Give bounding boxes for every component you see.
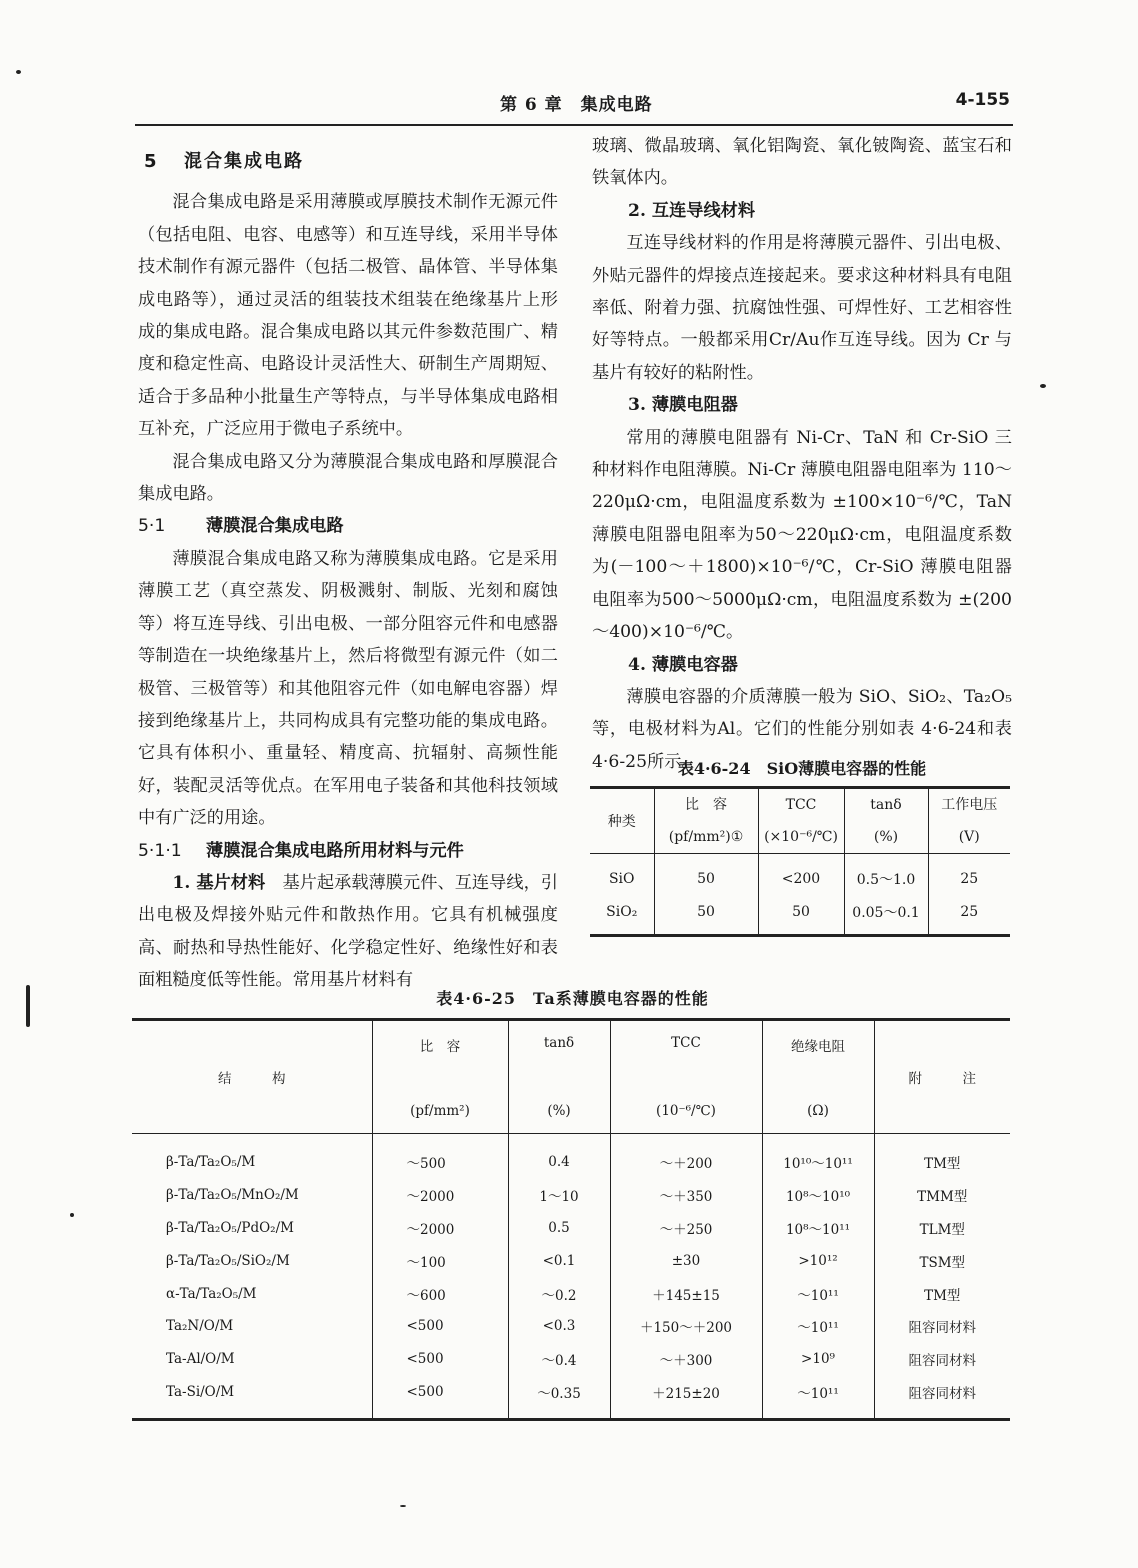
table-row <box>132 1310 1010 1343</box>
header-tan <box>844 788 928 854</box>
header-tan <box>508 1020 610 1134</box>
cell-tan: 1～10 <box>508 1179 610 1212</box>
cell-tan: 0.4 <box>508 1134 610 1179</box>
cell-capacitance: ～500 <box>372 1134 508 1179</box>
header-line: (10⁻⁶/℃) <box>656 1103 716 1119</box>
table-row <box>132 1277 1010 1310</box>
cell-insulation: 10⁸～10¹¹ <box>762 1212 874 1245</box>
paragraph: 常用的薄膜电阻器有 Ni-Cr、TaN 和 Cr-SiO 三种材料作电阻薄膜。Ni-Cr 薄膜电阻器电阻率为 110～220μΩ·cm，电阻温度系数为 ±100×10⁻⁶/℃，TaN 薄膜电阻器电阻率为50～220μΩ·cm，电阻温度系数为(－100～＋1800)×10⁻⁶/℃，Cr-SiO 薄膜电阻器电阻率为500～5000μΩ·cm，电阻温度系数为 ±(200～400)×10⁻⁶/℃。 <box>592 427 1012 643</box>
left-column <box>138 146 558 997</box>
header-insulation <box>762 1020 874 1134</box>
table-row <box>590 895 1010 936</box>
cell-note: 阻容同材料 <box>874 1376 1010 1420</box>
cell-tcc: <200 <box>758 854 844 896</box>
cell-insulation: 10⁸～10¹⁰ <box>762 1179 874 1212</box>
cell-tan: ～0.2 <box>508 1277 610 1310</box>
cell-note: TSM型 <box>919 1254 966 1271</box>
table-row <box>590 854 1010 896</box>
right-column <box>592 130 1012 778</box>
header-line: (%) <box>547 1103 571 1119</box>
header-line: 比 容 <box>685 797 727 813</box>
header-structure: 结 构 <box>132 1020 372 1134</box>
cell-capacitance: ～100 <box>372 1244 508 1277</box>
header-line: (pf/mm²)① <box>668 829 744 845</box>
cell-tan: 0.05～0.1 <box>844 895 928 936</box>
cell-capacitance: <500 <box>372 1343 508 1376</box>
header-rule <box>135 124 1013 126</box>
header-line: (Ω) <box>807 1103 829 1119</box>
cell-insulation: >10⁹ <box>762 1343 874 1376</box>
paragraph: 混合集成电路又分为薄膜混合集成电路和厚膜混合集成电路。 <box>138 451 558 505</box>
cell-tan: 0.5 <box>508 1212 610 1245</box>
cell-insulation: ～10¹¹ <box>762 1277 874 1310</box>
cell-tan: ～0.4 <box>508 1343 610 1376</box>
scan-speck <box>1040 384 1046 388</box>
cell-capacitance: 50 <box>654 895 758 936</box>
header-line: 比 容 <box>419 1039 461 1055</box>
cell-kind: SiO₂ <box>590 895 654 936</box>
cell-tcc: ～＋300 <box>610 1343 762 1376</box>
table-row <box>132 1376 1010 1420</box>
scan-speck <box>26 985 30 1027</box>
header-line: (V) <box>958 829 980 845</box>
header-line: (%) <box>873 829 899 845</box>
cell-tcc: ～＋250 <box>610 1212 762 1245</box>
sio-capacitor-table <box>590 786 1010 937</box>
cell-structure: α-Ta/Ta₂O₅/M <box>132 1277 372 1310</box>
cell-capacitance: <500 <box>372 1310 508 1343</box>
paragraph: 混合集成电路是采用薄膜或厚膜技术制作无源元件（包括电阻、电容、电感等）和互连导线，采用半导体技术制作有源元器件（包括二极管、晶体管、半导体集成电路等），通过灵活的组装技术组装在绝缘基片上形成的集成电路。混合集成电路以其元件参数范围广、精度和稳定性高、电路设计灵活性大、研制生产周期短、适合于多品种小批量生产等特点，与半导体集成电路相互补充，广泛应用于微电子系统中。 <box>138 192 558 440</box>
header-line: 工作电压 <box>941 797 998 813</box>
item-text: 基片起承载薄膜元件、互连导线，引出电极及焊接外贴元件和散热作用。它具有机械强度高、耐热和导热性能好、化学稳定性好、绝缘性好和表面粗糙度低等性能。常用基片材料有 <box>138 872 558 991</box>
cell-tan: <0.3 <box>508 1310 610 1343</box>
cell-note: TLM型 <box>919 1221 965 1238</box>
header-voltage <box>928 788 1010 854</box>
cell-tan: <0.1 <box>508 1244 610 1277</box>
scan-speck <box>400 1505 406 1507</box>
cell-kind: SiO <box>590 854 654 896</box>
cell-capacitance: <500 <box>372 1376 508 1420</box>
table-caption: 表4·6-24 SiO薄膜电容器的性能 <box>677 759 927 778</box>
section-title: 薄膜混合集成电路 <box>206 516 344 537</box>
cell-note: TMM型 <box>917 1189 968 1206</box>
header-tcc <box>610 1020 762 1134</box>
cell-insulation: 10¹⁰～10¹¹ <box>762 1134 874 1179</box>
cell-insulation: ～10¹¹ <box>762 1310 874 1343</box>
header-line: tanδ <box>543 1035 575 1051</box>
cell-tcc: ～＋200 <box>610 1134 762 1179</box>
cell-tcc: 50 <box>758 895 844 936</box>
header-line: tanδ <box>870 797 902 813</box>
table-row <box>132 1212 1010 1245</box>
cell-voltage: 25 <box>960 870 979 887</box>
cell-capacitance: ～2000 <box>372 1212 508 1245</box>
running-header <box>135 90 1010 118</box>
cell-tan: 0.5～1.0 <box>844 854 928 896</box>
cell-note: 阻容同材料 <box>908 1353 976 1370</box>
page-number: 4-155 <box>955 90 1010 110</box>
header-capacitance <box>372 1020 508 1134</box>
header-capacitance <box>654 788 758 854</box>
paragraph: 玻璃、微晶玻璃、氧化铝陶瓷、氧化铍陶瓷、蓝宝石和铁氧体内。 <box>592 136 1012 189</box>
header-tcc <box>758 788 844 854</box>
cell-structure: Ta₂N/O/M <box>132 1310 372 1343</box>
cell-voltage: 25 <box>928 895 1010 936</box>
subheading: 3. 薄膜电阻器 <box>628 395 738 416</box>
cell-tcc: ～＋350 <box>610 1179 762 1212</box>
cell-structure: β-Ta/Ta₂O₅/MnO₂/M <box>132 1179 372 1212</box>
header-line: (pf/mm²) <box>410 1103 470 1119</box>
section-5-1-1-heading <box>138 835 558 867</box>
header-line: TCC <box>671 1035 701 1051</box>
paragraph: 互连导线材料的作用是将薄膜元器件、引出电极、外贴元器件的焊接点连接起来。要求这种材料具有电阻率低、附着力强、抗腐蚀性强、可焊性好、工艺相容性好等特点。一般都采用Cr/Au作互连导线。因为 Cr 与基片有较好的粘附性。 <box>592 233 1012 383</box>
section-title: 混合集成电路 <box>184 151 304 172</box>
scan-speck <box>70 1213 74 1217</box>
cell-tcc: ＋215±20 <box>610 1376 762 1420</box>
cell-note: TM型 <box>924 1156 961 1173</box>
section-5-1-heading <box>138 510 558 542</box>
ta-capacitor-table <box>132 1018 1010 1421</box>
cell-capacitance: ～600 <box>372 1277 508 1310</box>
cell-note: TM型 <box>924 1287 961 1304</box>
cell-note: 阻容同材料 <box>908 1320 976 1337</box>
paragraph: 薄膜电容器的介质薄膜一般为 SiO、SiO₂、Ta₂O₅等，电极材料为Al。它们的性能分别如表 4·6-24和表4·6-25所示。 <box>592 686 1012 772</box>
section-number: 5·1 <box>138 516 166 537</box>
item-label: 1. 基片材料 <box>172 872 266 893</box>
header-line: TCC <box>785 797 817 813</box>
table-row <box>132 1343 1010 1376</box>
section-number: 5 <box>144 151 159 172</box>
chapter-title: 第 6 章 集成电路 <box>500 95 653 115</box>
section-5-heading <box>138 146 558 178</box>
cell-tan: ～0.35 <box>508 1376 610 1420</box>
table-row <box>132 1179 1010 1212</box>
section-title: 薄膜混合集成电路所用材料与元件 <box>206 840 464 861</box>
cell-tcc: ±30 <box>610 1244 762 1277</box>
cell-capacitance: 50 <box>654 854 758 896</box>
table-caption: 表4·6-25 Ta系薄膜电容器的性能 <box>436 989 709 1008</box>
header-line: (×10⁻⁶/℃) <box>764 829 838 845</box>
cell-insulation: >10¹² <box>762 1244 874 1277</box>
cell-structure: β-Ta/Ta₂O₅/SiO₂/M <box>132 1244 372 1277</box>
header-note: 附 注 <box>874 1020 1010 1134</box>
paragraph: 薄膜混合集成电路又称为薄膜集成电路。它是采用薄膜工艺（真空蒸发、阴极溅射、制版、光刻和腐蚀等）将互连导线、引出电极、一部分阻容元件和电感器等制造在一块绝缘基片上，然后将微型有源元件（如二极管、三极管等）和其他阻容元件（如电解电容器）焊接到绝缘基片上，共同构成具有完整功能的集成电路。它具有体积小、重量轻、精度高、抗辐射、高频性能好，装配灵活等优点。在军用电子装备和其他科技领域中有广泛的用途。 <box>138 548 558 829</box>
paragraph <box>138 867 558 997</box>
cell-structure: Ta-Si/O/M <box>132 1376 372 1420</box>
table-row <box>132 1134 1010 1179</box>
header-line: 绝缘电阻 <box>791 1039 845 1055</box>
cell-tcc: ＋145±15 <box>610 1277 762 1310</box>
cell-structure: β-Ta/Ta₂O₅/M <box>132 1134 372 1179</box>
cell-structure: β-Ta/Ta₂O₅/PdO₂/M <box>132 1212 372 1245</box>
cell-insulation: ～10¹¹ <box>762 1376 874 1420</box>
cell-capacitance: ～2000 <box>372 1179 508 1212</box>
subheading: 2. 互连导线材料 <box>628 200 756 221</box>
cell-structure: Ta-Al/O/M <box>132 1343 372 1376</box>
table-row <box>132 1244 1010 1277</box>
section-number: 5·1·1 <box>138 840 182 861</box>
subheading: 4. 薄膜电容器 <box>628 654 738 675</box>
scan-speck <box>16 70 21 74</box>
header-kind: 种类 <box>590 788 654 854</box>
cell-tcc: ＋150～＋200 <box>610 1310 762 1343</box>
